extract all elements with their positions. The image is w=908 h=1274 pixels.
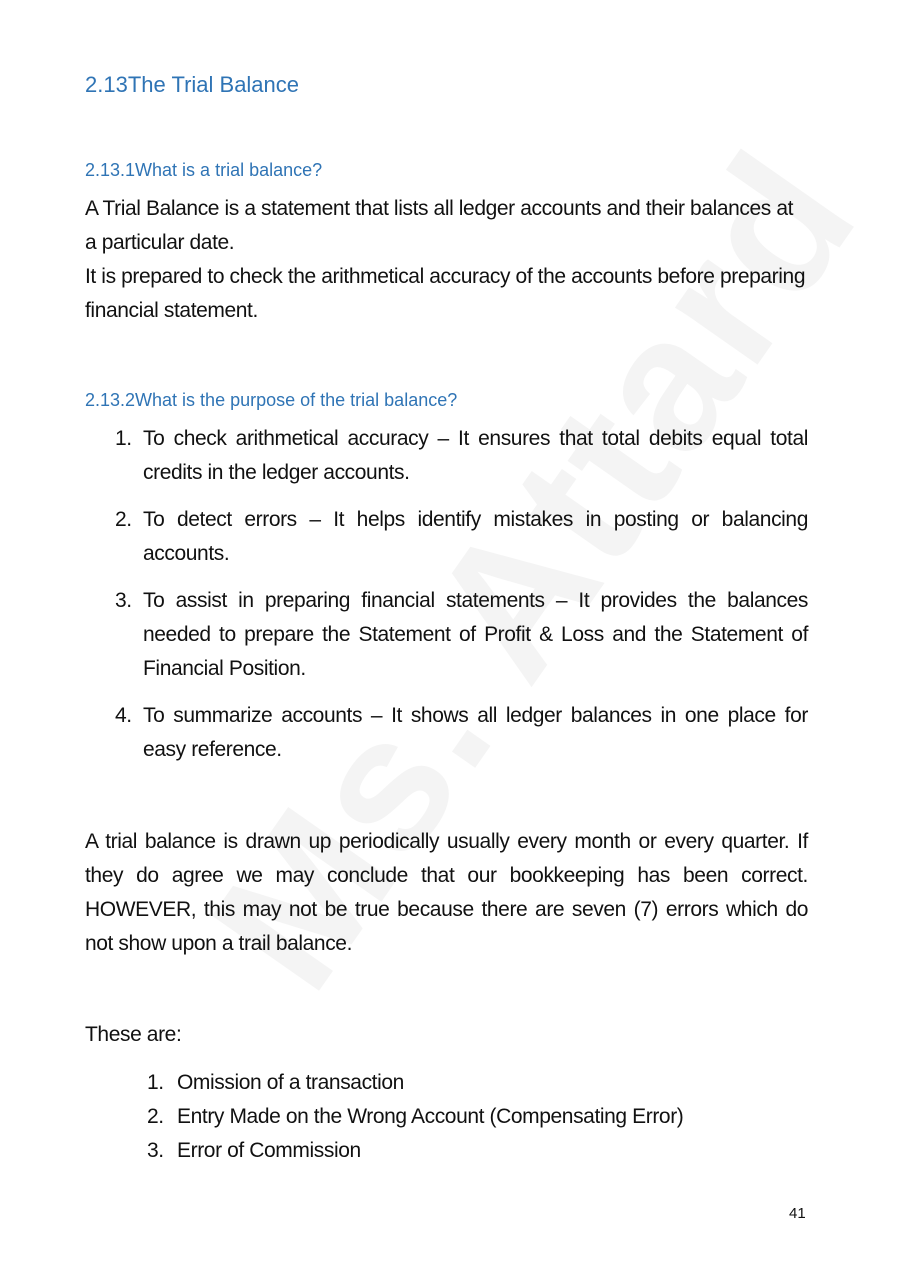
section-heading: 2.13The Trial Balance — [85, 72, 300, 97]
list-number: 3. — [115, 589, 132, 612]
list-item — [85, 1100, 808, 1134]
errors-list — [85, 1066, 808, 1168]
list-item-text: To check arithmetical accuracy – It ensures that total debits equal total credits in the ledger accounts. — [143, 427, 808, 484]
list-number: 2. — [147, 1105, 164, 1128]
list-item-text: Error of Commission — [177, 1139, 361, 1162]
subsection-heading-what-is: 2.13.1What is a trial balance? — [85, 160, 323, 180]
list-number: 4. — [115, 704, 132, 727]
list-item-text: To summarize accounts – It shows all ledger balances in one place for easy reference. — [143, 704, 808, 761]
definition-line: It is prepared to check the arithmetical accuracy of the accounts before preparing financial statement. — [85, 265, 806, 322]
list-number: 1. — [115, 427, 132, 450]
list-item — [85, 699, 808, 767]
body-paragraph: A trial balance is drawn up periodically usually every month or every quarter. If they do agree we may conclude that our bookkeeping has been correct. HOWEVER, this may not be true because there are seven (7) errors which do not show upon a trail balance. — [85, 830, 808, 955]
list-item-text: To assist in preparing financial statements – It provides the balances needed to prepare the Statement of Profit & Loss and the Statement of Financial Position. — [143, 589, 808, 680]
purpose-list — [85, 422, 808, 780]
list-item-text: Omission of a transaction — [177, 1071, 404, 1094]
definition-paragraph — [85, 192, 808, 328]
these-are-label: These are: — [85, 1023, 182, 1046]
definition-line: A Trial Balance is a statement that lists all ledger accounts and their balances at a particular date. — [85, 197, 794, 254]
list-item-text: To detect errors – It helps identify mistakes in posting or balancing accounts. — [143, 508, 808, 565]
list-item — [85, 584, 808, 686]
list-number: 3. — [147, 1139, 164, 1162]
list-number: 2. — [115, 508, 132, 531]
subsection-heading-purpose: 2.13.2What is the purpose of the trial balance? — [85, 390, 458, 410]
list-item — [85, 422, 808, 490]
page-number: 41 — [789, 1205, 806, 1222]
list-item — [85, 503, 808, 571]
list-item — [85, 1066, 808, 1100]
list-item-text: Entry Made on the Wrong Account (Compensating Error) — [177, 1105, 684, 1128]
list-item — [85, 1134, 808, 1168]
list-number: 1. — [147, 1071, 164, 1094]
